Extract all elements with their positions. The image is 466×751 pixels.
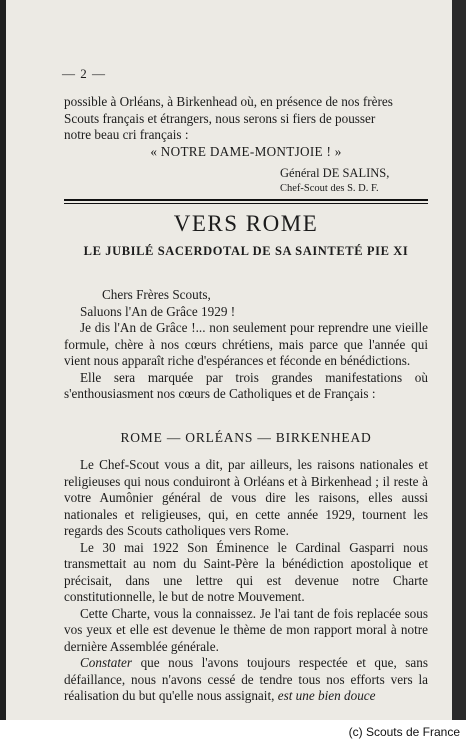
intro-line: Scouts français et étrangers, nous serons si fiers de pousser	[64, 110, 376, 126]
greeting: Saluons l'An de Grâce 1929 !	[80, 303, 236, 319]
italic-text: Constater	[80, 655, 133, 670]
divider-rule	[64, 203, 428, 204]
intro-line: notre beau cri français :	[64, 127, 189, 142]
intro-line: possible à Orléans, à Birkenhead où, en présence de nos frères	[64, 94, 393, 109]
signature-title: Chef-Scout des S. D. F.	[280, 183, 379, 194]
paragraph: Le 30 mai 1922 Son Éminence le Cardinal Gasparri nous transmettait au nom du Saint-Père la bénédiction apostolique et précisait, dans une lettre qui est devenue notre Charte constitutionnelle, le but de notre Mouvement.	[64, 539, 428, 604]
divider-rule	[64, 199, 428, 201]
article-subheading: LE JUBILÉ SACERDOTAL DE SA SAINTETÉ PIE XI	[83, 244, 409, 258]
page-edge	[452, 0, 466, 720]
paragraph: Cette Charte, vous la connaissez. Je l'ai tant de fois replacée sous vos yeux et elle est devenue le thème de mon rapport moral à notre dernière Assemblée générale.	[64, 605, 428, 654]
article-heading: VERS ROME	[173, 211, 319, 236]
signature-block	[280, 166, 440, 196]
signature-name: Général DE SALINS,	[280, 166, 390, 180]
paragraph-text: que nous l'avons toujours respectée et que, sans défaillance, nous n'avons cessé de tendre tous nos efforts vers la réalisation du but qu'elle nous assignait,	[64, 655, 428, 703]
paragraph: Je dis l'An de Grâce !... non seulement pour reprendre une vieille formule, chère à nos cœurs chrétiens, mais parce que l'année qui vient nous apparaît riche d'espérances et féconde en bénédictions.	[64, 320, 428, 368]
section-heading: ROME — ORLÉANS — BIRKENHEAD	[120, 430, 372, 445]
copyright-watermark: (c) Scouts de France	[348, 725, 460, 739]
page-number: — 2 —	[62, 66, 106, 81]
intro-paragraph	[64, 94, 428, 160]
paragraph: Le Chef-Scout vous a dit, par ailleurs, les raisons nationales et religieuses qui nous conduiront à Orléans et à Birkenhead ; il reste à votre Aumônier général de vous dire les raisons, elles aussi nationales et religieuses, qui, en cette année 1929, tournent les regards des Scouts catholiques vers Rome.	[64, 457, 428, 538]
motto: « NOTRE DAME-MONTJOIE ! »	[150, 143, 342, 159]
salutation: Chers Frères Scouts,	[102, 287, 211, 302]
paragraph: Elle sera marquée par trois grandes manifestations où s'enthousiasment nos cœurs de Catholiques et de Français :	[64, 369, 428, 401]
document-page	[6, 0, 452, 720]
article-body-bottom	[64, 457, 428, 705]
italic-text: est une bien douce	[277, 688, 376, 703]
article-body-top	[64, 287, 428, 403]
paragraph	[64, 655, 428, 705]
